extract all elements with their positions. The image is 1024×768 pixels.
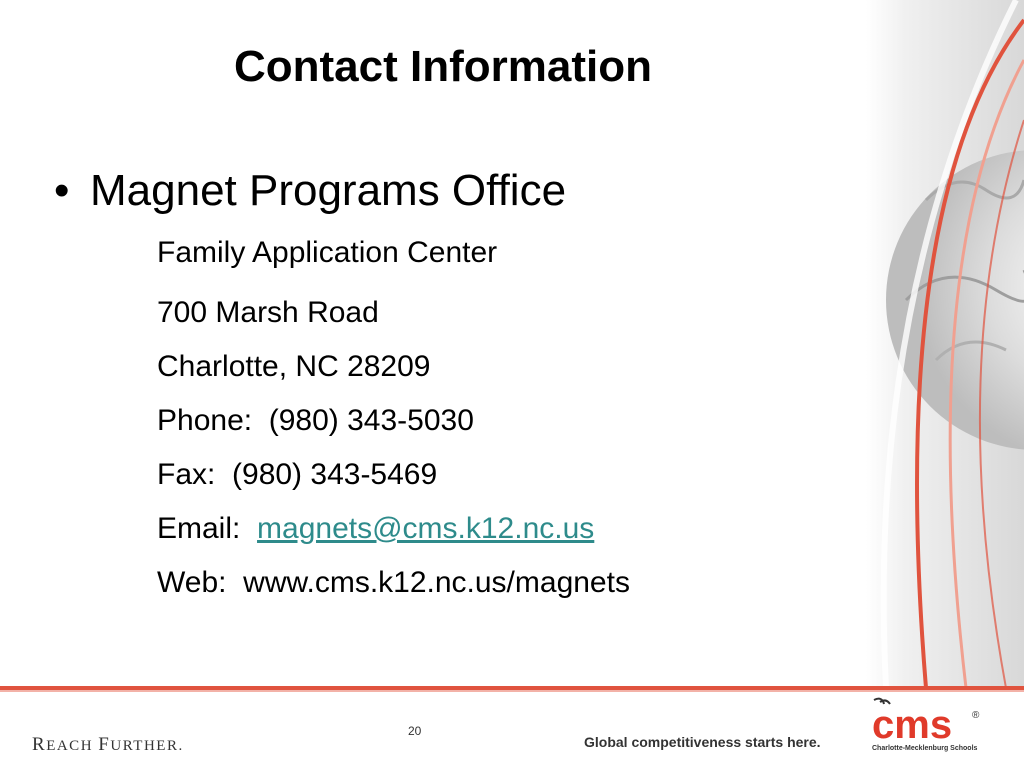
line-center: Family Application Center — [157, 236, 498, 269]
cms-logo — [868, 696, 988, 756]
tagline: Global competitiveness starts here. — [584, 734, 821, 750]
email-link[interactable]: magnets@cms.k12.nc.us — [257, 512, 595, 545]
line-web: Web: www.cms.k12.nc.us/magnets — [157, 566, 630, 599]
bullet-heading: Magnet Programs Office — [90, 166, 567, 215]
line-street: 700 Marsh Road — [157, 296, 379, 329]
slide-title: Contact Information — [234, 42, 652, 91]
line-city: Charlotte, NC 28209 — [157, 350, 431, 383]
globe-decoration — [866, 0, 1024, 688]
footer-divider-light — [0, 690, 1024, 692]
bullet-icon: • — [54, 166, 70, 215]
logo-text: cms — [872, 703, 953, 747]
page-number: 20 — [408, 724, 422, 738]
email-label: Email: — [157, 512, 258, 545]
registered-mark: ® — [972, 710, 980, 721]
bullet-heading-row — [54, 166, 566, 216]
logo-subtitle: Charlotte-Mecklenburg Schools — [872, 745, 978, 752]
reach-further-slogan: REACH FURTHER. — [32, 734, 184, 755]
line-email — [157, 512, 594, 546]
line-fax: Fax: (980) 343-5469 — [157, 458, 438, 491]
line-phone: Phone: (980) 343-5030 — [157, 404, 474, 437]
